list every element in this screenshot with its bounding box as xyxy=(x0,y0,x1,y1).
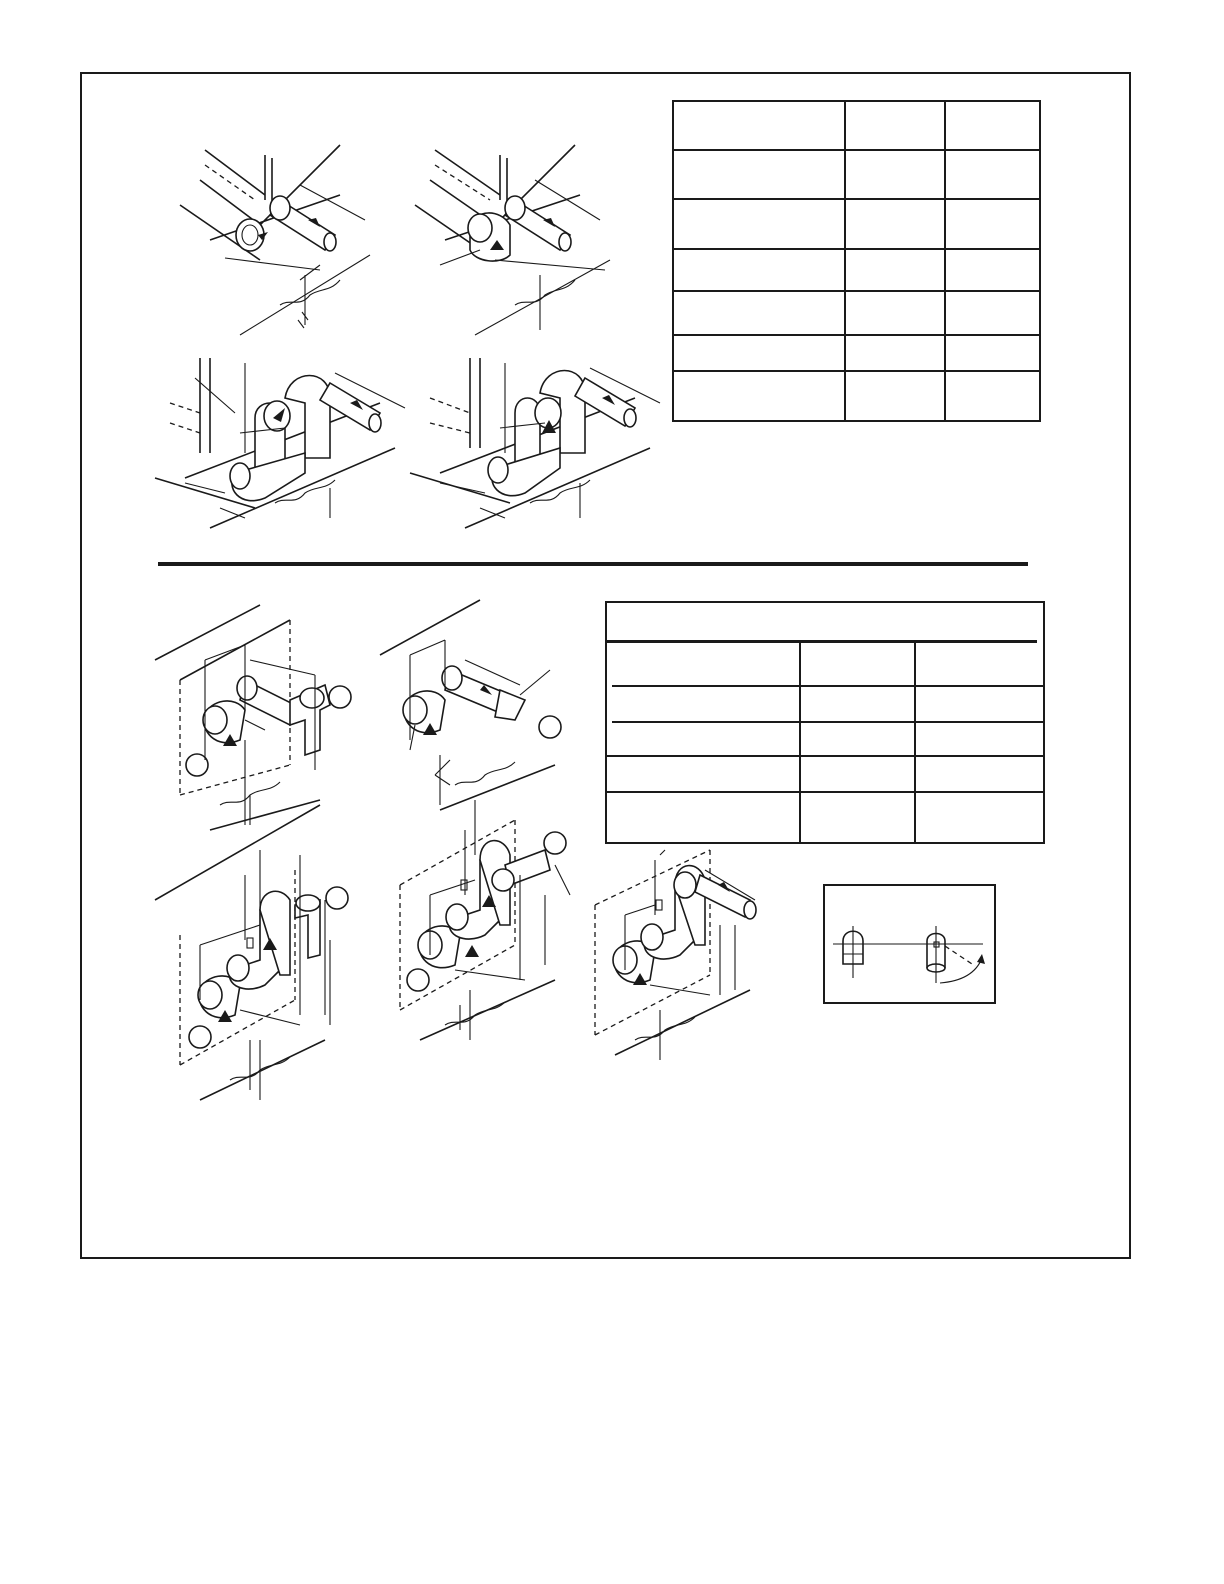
table-cell xyxy=(945,101,1040,150)
lower-table xyxy=(605,601,1045,844)
table-rule xyxy=(607,640,1037,643)
table-cell xyxy=(845,291,945,335)
table-cell xyxy=(673,199,845,249)
lower-figure-4 xyxy=(395,795,575,1055)
table-cell xyxy=(945,335,1040,371)
table-cell xyxy=(845,371,945,421)
upper-figure-4 xyxy=(410,358,665,538)
table-rule xyxy=(607,755,1043,757)
table-cell xyxy=(945,291,1040,335)
table-cell xyxy=(673,150,845,199)
callout-circle xyxy=(326,887,348,909)
table-cell xyxy=(945,199,1040,249)
table-cell xyxy=(845,101,945,150)
table-rule xyxy=(612,721,1043,723)
callout-circle xyxy=(189,1026,211,1048)
table-cell xyxy=(945,249,1040,291)
callout-circle xyxy=(407,969,429,991)
lower-figure-5 xyxy=(590,845,780,1065)
table-cell xyxy=(673,291,845,335)
upper-figure-2 xyxy=(415,140,625,340)
pipe-rotation-icon xyxy=(927,926,985,983)
table-cell xyxy=(673,101,845,150)
table-cell xyxy=(845,249,945,291)
lower-figure-3 xyxy=(150,800,370,1110)
table-cell xyxy=(945,371,1040,421)
table-rule xyxy=(799,643,801,844)
upper-table xyxy=(672,100,1041,422)
pipe-end-icon xyxy=(843,926,863,978)
table-cell xyxy=(845,335,945,371)
callout-circle xyxy=(544,832,566,854)
table-cell xyxy=(845,199,945,249)
table-cell xyxy=(945,150,1040,199)
upper-figure-3 xyxy=(155,358,410,538)
upper-figure-1 xyxy=(180,140,390,340)
lower-figure-2 xyxy=(380,595,580,815)
table-cell xyxy=(845,150,945,199)
table-cell xyxy=(673,371,845,421)
inset-drawing xyxy=(825,886,998,1006)
table-cell xyxy=(673,335,845,371)
table-rule xyxy=(612,685,1043,687)
table-rule xyxy=(607,791,1043,793)
section-divider xyxy=(158,562,1028,566)
callout-circle xyxy=(329,686,351,708)
callout-circle xyxy=(539,716,561,738)
table-rule xyxy=(914,643,916,844)
inset-detail xyxy=(823,884,996,1004)
lower-figure-1 xyxy=(150,600,370,830)
table-cell xyxy=(673,249,845,291)
